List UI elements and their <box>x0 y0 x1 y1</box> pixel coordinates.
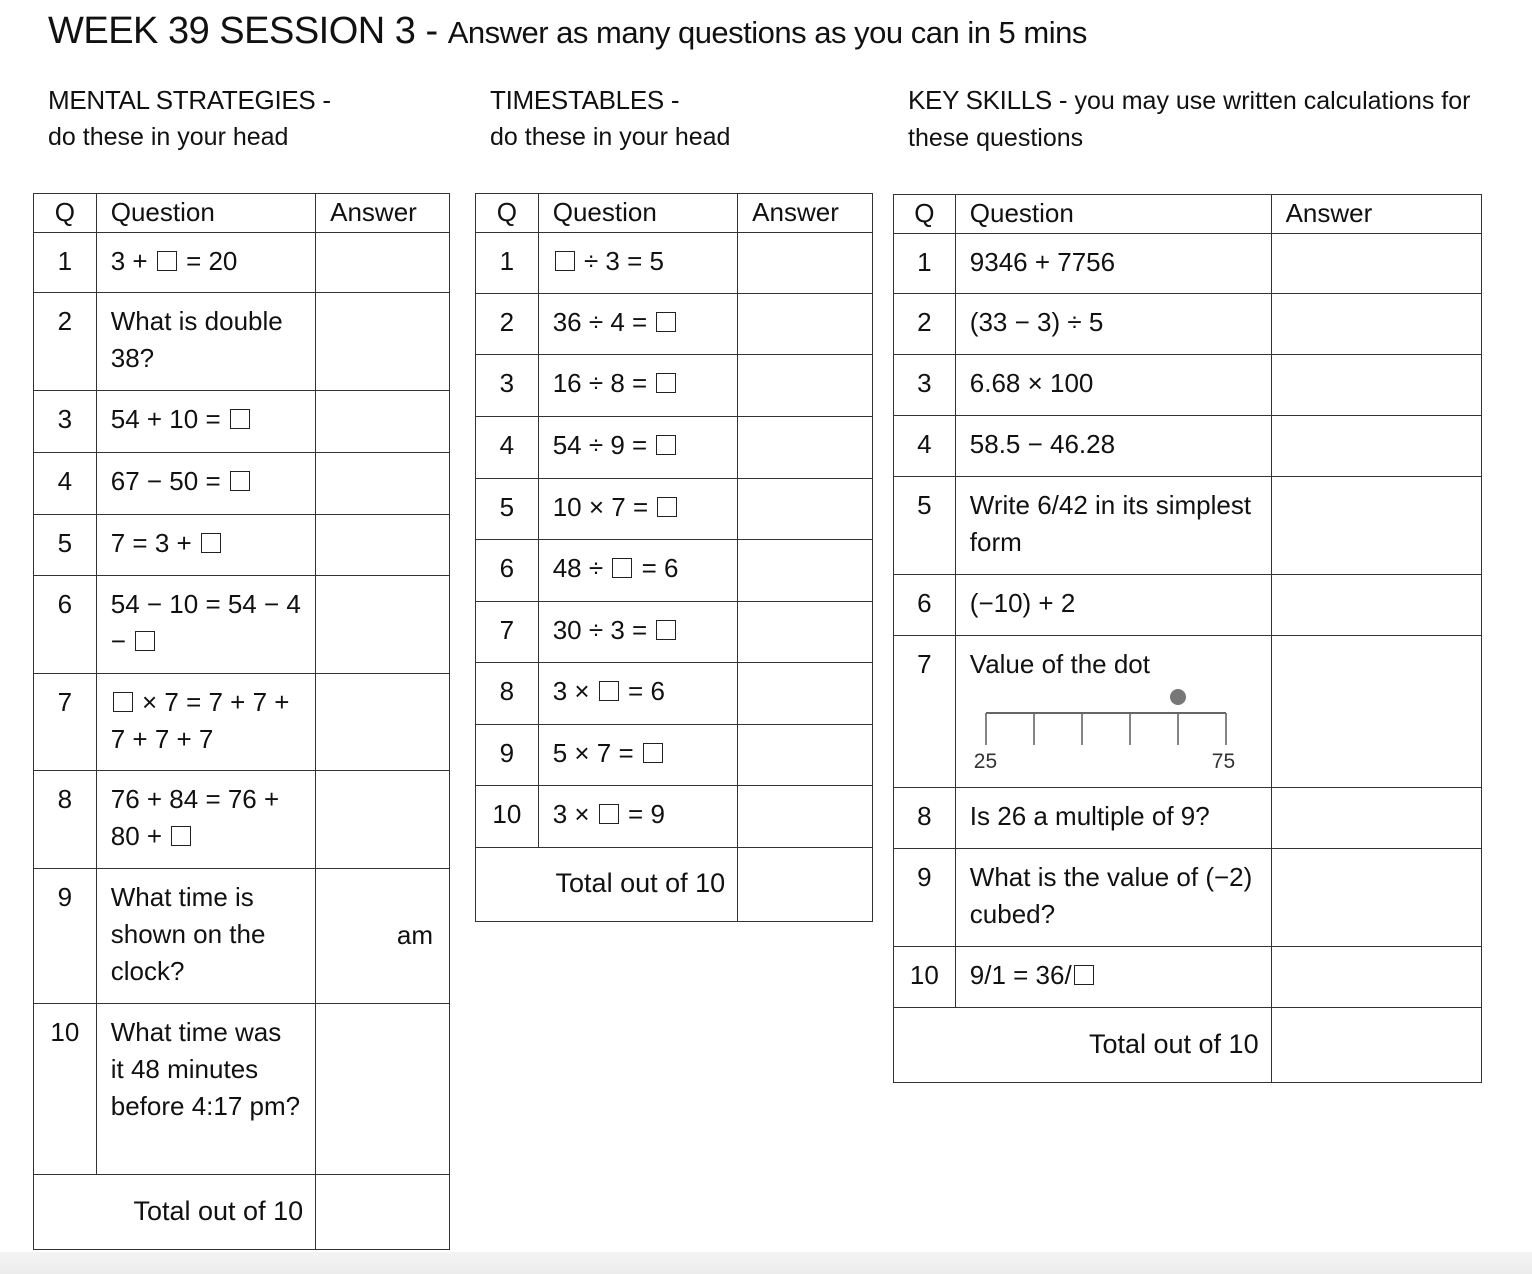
table-row <box>34 869 450 1004</box>
question-cell <box>955 234 1271 294</box>
question-cell <box>955 849 1271 947</box>
blank-box <box>599 804 619 824</box>
number-line-end-label: 75 <box>1211 750 1236 773</box>
answer-cell[interactable] <box>316 391 450 453</box>
question-cell <box>96 293 315 391</box>
question-cell <box>538 294 737 355</box>
answer-cell[interactable] <box>316 293 450 391</box>
table-row <box>476 233 873 294</box>
col-question: Question <box>538 194 737 233</box>
table-row <box>34 1004 450 1175</box>
question-cell <box>538 786 737 848</box>
table-row <box>34 515 450 576</box>
table-row <box>894 234 1482 294</box>
answer-cell[interactable] <box>738 786 873 848</box>
answer-cell[interactable] <box>1271 849 1481 947</box>
question-number: 6 <box>476 540 539 602</box>
key-skills-table <box>893 194 1482 1083</box>
question-cell <box>538 233 737 294</box>
question-number: 1 <box>476 233 539 294</box>
question-cell <box>538 355 737 417</box>
question-cell <box>955 575 1271 636</box>
question-number: 7 <box>894 636 956 788</box>
total-answer-cell[interactable] <box>316 1175 450 1250</box>
timestables-table <box>475 193 873 922</box>
question-cell <box>955 294 1271 355</box>
table-row <box>894 355 1482 416</box>
question-number: 5 <box>34 515 97 576</box>
section-description: do these in your head <box>48 123 289 151</box>
col-question: Question <box>96 194 315 233</box>
question-text: 9346 + 7756 <box>969 247 1116 277</box>
question-number: 9 <box>476 725 539 786</box>
answer-cell[interactable] <box>1271 636 1481 788</box>
mental-strategies-table <box>33 193 450 1250</box>
col-question: Question <box>955 195 1271 234</box>
answer-cell[interactable] <box>738 663 873 725</box>
question-number: 4 <box>34 453 97 515</box>
answer-cell[interactable] <box>738 417 873 479</box>
key-skills-heading <box>908 82 1470 157</box>
question-text: = 6 <box>634 553 679 583</box>
question-cell <box>538 540 737 602</box>
answer-cell[interactable] <box>738 233 873 294</box>
question-text: Write 6/42 in its simplest form <box>969 490 1252 557</box>
total-label: Total out of 10 <box>34 1175 316 1250</box>
total-row <box>894 1008 1482 1083</box>
question-text: What time is shown on the clock? <box>110 882 266 986</box>
table-header-row <box>34 194 450 233</box>
table-row <box>34 771 450 869</box>
question-number: 1 <box>34 233 97 293</box>
question-text: 67 − 50 = <box>110 466 228 496</box>
blank-box <box>656 373 676 393</box>
section-description: do these in your head <box>490 123 731 151</box>
blank-box <box>599 681 619 701</box>
table-row <box>34 233 450 293</box>
question-text: (−10) + 2 <box>969 588 1076 618</box>
question-text: = 6 <box>620 676 665 706</box>
question-number: 8 <box>894 788 956 849</box>
table-row <box>476 663 873 725</box>
number-line-diagram <box>970 689 1240 749</box>
question-text: Is 26 a multiple of 9? <box>969 801 1210 831</box>
section-description: you may use written calculations for <box>1074 87 1471 115</box>
blank-box <box>230 409 250 429</box>
answer-cell[interactable] <box>316 869 450 1004</box>
question-text: Value of the dot <box>969 649 1150 679</box>
timestables-heading <box>490 82 730 156</box>
blank-box <box>135 631 155 651</box>
answer-cell[interactable] <box>1271 416 1481 477</box>
question-text: 48 ÷ <box>552 553 611 583</box>
page-bottom-edge <box>0 1252 1532 1274</box>
question-number: 4 <box>476 417 539 479</box>
table-row <box>476 786 873 848</box>
question-number: 9 <box>34 869 97 1004</box>
question-cell <box>955 416 1271 477</box>
blank-box <box>201 533 221 553</box>
table-row <box>34 391 450 453</box>
question-cell <box>96 869 315 1004</box>
total-answer-cell[interactable] <box>738 848 873 922</box>
question-number: 10 <box>894 947 956 1008</box>
question-text: = 20 <box>178 246 238 276</box>
answer-cell[interactable] <box>316 453 450 515</box>
question-text: 6.68 × 100 <box>969 368 1094 398</box>
table-row <box>34 674 450 771</box>
question-number: 8 <box>34 771 97 869</box>
answer-cell[interactable] <box>1271 355 1481 416</box>
question-cell <box>96 515 315 576</box>
table-row <box>894 636 1482 788</box>
question-cell <box>955 636 1271 788</box>
answer-cell[interactable] <box>316 515 450 576</box>
question-cell <box>955 477 1271 575</box>
table-header-row <box>894 195 1482 234</box>
question-cell <box>96 576 315 674</box>
question-text: 3 + <box>110 246 155 276</box>
table-header-row <box>476 194 873 233</box>
section-heading: KEY SKILLS - <box>908 85 1068 115</box>
col-q: Q <box>34 194 97 233</box>
col-answer: Answer <box>738 194 873 233</box>
question-number: 4 <box>894 416 956 477</box>
number-line <box>970 689 1236 773</box>
question-number: 6 <box>894 575 956 636</box>
question-cell <box>96 453 315 515</box>
blank-box <box>656 620 676 640</box>
answer-cell[interactable] <box>1271 294 1481 355</box>
question-text: 54 − 10 = 54 − 4 − <box>110 589 301 656</box>
question-text: 16 ÷ 8 = <box>552 368 655 398</box>
total-row <box>476 848 873 922</box>
question-cell <box>955 355 1271 416</box>
answer-cell[interactable] <box>316 576 450 674</box>
table-row <box>476 294 873 355</box>
question-text: = 9 <box>620 799 665 829</box>
answer-cell[interactable] <box>1271 477 1481 575</box>
title-subtitle: Answer as many questions as you can in 5 mins <box>447 15 1087 50</box>
question-cell <box>955 788 1271 849</box>
answer-cell[interactable] <box>316 233 450 293</box>
question-number: 10 <box>34 1004 97 1175</box>
answer-suffix: am <box>396 919 433 950</box>
table-row <box>894 477 1482 575</box>
table-row <box>894 575 1482 636</box>
number-line-start-label: 25 <box>973 750 998 773</box>
question-cell <box>96 233 315 293</box>
blank-box <box>157 251 177 271</box>
answer-cell[interactable] <box>738 479 873 540</box>
question-number: 2 <box>34 293 97 391</box>
question-cell <box>96 391 315 453</box>
col-answer: Answer <box>316 194 450 233</box>
answer-cell[interactable] <box>738 540 873 602</box>
table-row <box>34 293 450 391</box>
question-text: 7 = 3 + <box>110 528 199 558</box>
question-number: 3 <box>34 391 97 453</box>
question-text: 36 ÷ 4 = <box>552 307 655 337</box>
question-number: 5 <box>476 479 539 540</box>
table-row <box>34 453 450 515</box>
question-number: 3 <box>476 355 539 417</box>
question-number: 1 <box>894 234 956 294</box>
question-text: 5 × 7 = <box>552 738 641 768</box>
col-answer: Answer <box>1271 195 1481 234</box>
answer-cell[interactable] <box>738 294 873 355</box>
section-description-cont: these questions <box>908 124 1084 152</box>
table-row <box>476 725 873 786</box>
answer-cell[interactable] <box>1271 575 1481 636</box>
table-row <box>476 540 873 602</box>
table-row <box>894 416 1482 477</box>
table-row <box>476 417 873 479</box>
answer-cell[interactable] <box>316 1004 450 1175</box>
question-text: × 7 = 7 + 7 + 7 + 7 + 7 <box>110 687 290 754</box>
question-text: 54 + 10 = <box>110 404 228 434</box>
question-number: 10 <box>476 786 539 848</box>
table-row <box>894 947 1482 1008</box>
col-q: Q <box>894 195 956 234</box>
question-number: 2 <box>894 294 956 355</box>
table-row <box>894 788 1482 849</box>
question-text: (33 − 3) ÷ 5 <box>969 307 1104 337</box>
table-row <box>476 355 873 417</box>
question-cell <box>96 1004 315 1175</box>
total-answer-cell[interactable] <box>1271 1008 1481 1083</box>
answer-cell[interactable] <box>316 674 450 771</box>
blank-box <box>612 558 632 578</box>
question-cell <box>538 725 737 786</box>
question-text: 3 × <box>552 799 597 829</box>
question-number: 7 <box>476 602 539 663</box>
question-number: 5 <box>894 477 956 575</box>
question-text: ÷ 3 = 5 <box>576 246 664 276</box>
table-row <box>894 294 1482 355</box>
question-text: 9/1 = 36/ <box>969 960 1072 990</box>
question-cell <box>538 602 737 663</box>
question-text: 58.5 − 46.28 <box>969 429 1116 459</box>
question-number: 9 <box>894 849 956 947</box>
question-cell <box>538 479 737 540</box>
blank-box <box>555 251 575 271</box>
question-text: 30 ÷ 3 = <box>552 615 655 645</box>
question-number: 2 <box>476 294 539 355</box>
answer-cell[interactable] <box>1271 788 1481 849</box>
page-title <box>48 10 1087 53</box>
total-label: Total out of 10 <box>894 1008 1272 1083</box>
answer-cell[interactable] <box>1271 947 1481 1008</box>
total-label: Total out of 10 <box>476 848 738 922</box>
blank-box <box>1074 965 1094 985</box>
section-heading: TIMESTABLES - <box>490 85 680 115</box>
question-cell <box>538 663 737 725</box>
answer-cell[interactable] <box>738 725 873 786</box>
question-text: What is the value of (−2) cubed? <box>969 862 1253 929</box>
question-cell <box>96 771 315 869</box>
number-line-dot <box>1170 689 1186 705</box>
question-text: What is double 38? <box>110 306 283 373</box>
question-cell <box>955 947 1271 1008</box>
blank-box <box>656 435 676 455</box>
question-number: 6 <box>34 576 97 674</box>
blank-box <box>113 692 133 712</box>
blank-box <box>171 826 191 846</box>
col-q: Q <box>476 194 539 233</box>
question-number: 8 <box>476 663 539 725</box>
table-row <box>476 479 873 540</box>
blank-box <box>230 471 250 491</box>
question-cell <box>96 674 315 771</box>
question-number: 3 <box>894 355 956 416</box>
section-heading: MENTAL STRATEGIES - <box>48 85 331 115</box>
total-row <box>34 1175 450 1250</box>
question-number: 7 <box>34 674 97 771</box>
question-text: 3 × <box>552 676 597 706</box>
table-row <box>476 602 873 663</box>
title-main: WEEK 39 SESSION 3 - <box>48 10 438 52</box>
question-text: 54 ÷ 9 = <box>552 430 655 460</box>
blank-box <box>643 743 663 763</box>
answer-cell[interactable] <box>738 355 873 417</box>
question-text: 10 × 7 = <box>552 492 656 522</box>
answer-cell[interactable] <box>1271 234 1481 294</box>
blank-box <box>657 497 677 517</box>
answer-cell[interactable] <box>316 771 450 869</box>
question-cell <box>538 417 737 479</box>
table-row <box>894 849 1482 947</box>
answer-cell[interactable] <box>738 602 873 663</box>
question-text: 76 + 84 = 76 + 80 + <box>110 784 280 851</box>
question-text: What time was it 48 minutes before 4:17 pm? <box>110 1017 301 1121</box>
blank-box <box>656 312 676 332</box>
table-row <box>34 576 450 674</box>
mental-strategies-heading <box>48 82 331 156</box>
